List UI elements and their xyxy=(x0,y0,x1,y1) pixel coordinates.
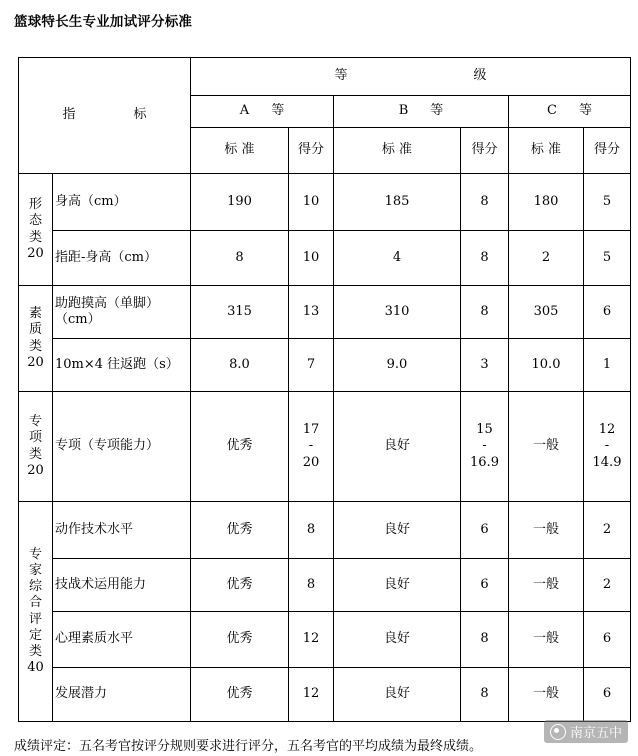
a-standard-cell: 190 xyxy=(191,174,289,231)
table-row xyxy=(19,174,631,231)
category-expert-evaluation: 专 家 综 合 评 定 类 40 xyxy=(19,502,53,722)
b-score-cell: 8 xyxy=(461,286,509,339)
indicator-header-right: 标 xyxy=(133,107,147,123)
b-score-cell: 8 xyxy=(461,612,509,668)
category-specialty: 专 项 类 20 xyxy=(19,392,53,502)
a-standard-cell: 315 xyxy=(191,286,289,339)
grade-header-right: 级 xyxy=(473,68,487,84)
b-score-cell: 3 xyxy=(461,339,509,392)
indicator-cell: 发展潜力 xyxy=(53,668,191,722)
a-score-cell: 8 xyxy=(289,559,334,612)
table-row xyxy=(19,502,631,559)
grade-c-score-header: 得分 xyxy=(584,128,631,174)
c-standard-cell: 180 xyxy=(509,174,584,231)
c-score-cell: 6 xyxy=(584,286,631,339)
table-row xyxy=(19,559,631,612)
b-score-cell: 8 xyxy=(461,231,509,286)
b-standard-cell: 4 xyxy=(334,231,461,286)
b-standard-cell: 良好 xyxy=(334,502,461,559)
watermark-text: 南京五中 xyxy=(569,726,622,741)
grade-a-header: A 等 xyxy=(191,96,334,128)
category-fitness: 素 质 类 20 xyxy=(19,286,53,392)
c-standard-cell: 一般 xyxy=(509,668,584,722)
category-morphology: 形 态 类 20 xyxy=(19,174,53,286)
grade-b-score-header: 得分 xyxy=(461,128,509,174)
grade-a-score-header: 得分 xyxy=(289,128,334,174)
grade-header-left: 等 xyxy=(334,68,348,84)
a-standard-cell: 优秀 xyxy=(191,559,289,612)
indicator-header xyxy=(19,58,191,174)
b-score-cell: 8 xyxy=(461,668,509,722)
a-score-cell: 13 xyxy=(289,286,334,339)
c-standard-cell: 10.0 xyxy=(509,339,584,392)
a-standard-cell: 优秀 xyxy=(191,392,289,502)
b-standard-cell: 良好 xyxy=(334,392,461,502)
c-score-cell: 6 xyxy=(584,612,631,668)
table-row xyxy=(19,392,631,502)
page-title: 篮球特长生专业加试评分标准 xyxy=(14,14,193,30)
table-row xyxy=(19,339,631,392)
c-standard-cell: 2 xyxy=(509,231,584,286)
b-standard-cell: 良好 xyxy=(334,668,461,722)
c-standard-cell: 一般 xyxy=(509,612,584,668)
indicator-cell: 心理素质水平 xyxy=(53,612,191,668)
a-score-cell: 10 xyxy=(289,174,334,231)
table-row xyxy=(19,286,631,339)
wechat-icon xyxy=(550,724,566,740)
b-score-cell: 6 xyxy=(461,559,509,612)
c-score-cell: 12 - 14.9 xyxy=(584,392,631,502)
a-standard-cell: 优秀 xyxy=(191,668,289,722)
b-score-cell: 8 xyxy=(461,174,509,231)
indicator-cell: 指距-身高（cm） xyxy=(53,231,191,286)
grade-c-header: C 等 xyxy=(509,96,631,128)
b-score-cell: 15 - 16.9 xyxy=(461,392,509,502)
a-score-cell: 10 xyxy=(289,231,334,286)
indicator-header-left: 指 xyxy=(62,107,76,123)
c-score-cell: 1 xyxy=(584,339,631,392)
b-standard-cell: 185 xyxy=(334,174,461,231)
c-standard-cell: 一般 xyxy=(509,392,584,502)
b-standard-cell: 良好 xyxy=(334,559,461,612)
indicator-cell: 技战术运用能力 xyxy=(53,559,191,612)
c-standard-cell: 一般 xyxy=(509,502,584,559)
grade-c-standard-header: 标 准 xyxy=(509,128,584,174)
table-row xyxy=(19,231,631,286)
a-standard-cell: 8.0 xyxy=(191,339,289,392)
scoring-note: 成绩评定：五名考官按评分规则要求进行评分，五名考官的平均成绩为最终成绩。 xyxy=(14,739,483,754)
indicator-cell: 助跑摸高（单脚）（cm） xyxy=(53,286,191,339)
c-standard-cell: 305 xyxy=(509,286,584,339)
table-row xyxy=(19,668,631,722)
indicator-cell: 专项（专项能力） xyxy=(53,392,191,502)
c-score-cell: 2 xyxy=(584,502,631,559)
c-score-cell: 6 xyxy=(584,668,631,722)
indicator-cell: 10m×4 往返跑（s） xyxy=(53,339,191,392)
b-score-cell: 6 xyxy=(461,502,509,559)
grade-a-standard-header: 标 准 xyxy=(191,128,289,174)
grade-b-standard-header: 标 准 xyxy=(334,128,461,174)
a-standard-cell: 优秀 xyxy=(191,502,289,559)
a-score-cell: 12 xyxy=(289,668,334,722)
table-row xyxy=(19,612,631,668)
c-score-cell: 5 xyxy=(584,174,631,231)
grade-header xyxy=(191,58,631,96)
indicator-cell: 动作技术水平 xyxy=(53,502,191,559)
a-standard-cell: 8 xyxy=(191,231,289,286)
a-score-cell: 8 xyxy=(289,502,334,559)
indicator-cell: 身高（cm） xyxy=(53,174,191,231)
a-standard-cell: 优秀 xyxy=(191,612,289,668)
b-standard-cell: 良好 xyxy=(334,612,461,668)
b-standard-cell: 9.0 xyxy=(334,339,461,392)
c-score-cell: 5 xyxy=(584,231,631,286)
a-score-cell: 12 xyxy=(289,612,334,668)
a-score-cell: 17 - 20 xyxy=(289,392,334,502)
grade-b-header: B 等 xyxy=(334,96,509,128)
c-score-cell: 2 xyxy=(584,559,631,612)
a-score-cell: 7 xyxy=(289,339,334,392)
c-standard-cell: 一般 xyxy=(509,559,584,612)
watermark xyxy=(544,720,628,743)
b-standard-cell: 310 xyxy=(334,286,461,339)
scoring-table xyxy=(18,57,631,722)
